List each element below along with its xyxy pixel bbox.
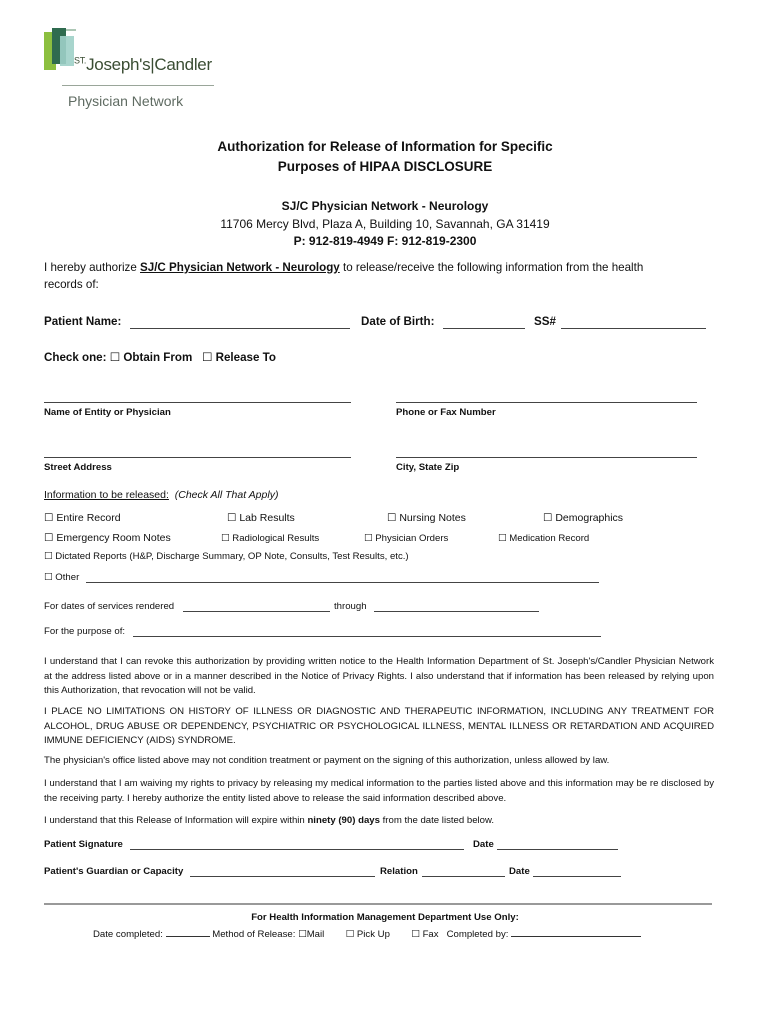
authorize-line1: I hereby authorize SJ/C Physician Network - Neurology to release/receive the following information from the health	[44, 261, 644, 274]
logo-subtitle: Physician Network	[68, 93, 184, 109]
services-from-field[interactable]	[183, 611, 330, 612]
check-one-row: Check one: ☐ Obtain From ☐ Release To	[44, 351, 276, 364]
form-title-line2: Purposes of HIPAA DISCLOSURE	[277, 159, 493, 174]
waiver-paragraph: I understand that I am waiving my rights to privacy by releasing my medical information to the parties listed above and this information may be re disclosed by the receiving party. I hereby authorize the entity listed above to release the said information described above.	[44, 778, 714, 804]
checkbox-entire-record[interactable]: ☐ Entire Record	[44, 512, 121, 524]
no-limitations-paragraph: I PLACE NO LIMITATIONS ON HISTORY OF ILLNESS OR DIAGNOSTIC AND THERAPEUTIC INFORMATION, INCLUDING ANY TREATMENT FOR ALCOHOL, DRUG ABUSE OR DEPENDENCY, PSYCHIATRIC OR PSYCHOLOGICAL ILLNESS, MENTAL ILLNESS OR RETARDATION AND ACQUIRED IMMUNE DEFICIENCY (AIDS) SYNDROME.	[44, 706, 714, 746]
section-divider	[44, 903, 712, 905]
form-title-line1: Authorization for Release of Information for Specific	[217, 139, 553, 154]
checkbox-nursing-notes[interactable]: ☐ Nursing Notes	[387, 512, 466, 524]
checkbox-lab-results[interactable]: ☐ Lab Results	[227, 512, 295, 524]
release-to-checkbox[interactable]: ☐	[201, 351, 213, 364]
checkbox-radiological-results[interactable]: ☐ Radiological Results	[221, 533, 320, 544]
checkbox-physician-orders[interactable]: ☐ Physician Orders	[364, 533, 449, 544]
checkbox-dictated-reports[interactable]: ☐ Dictated Reports (H&P, Discharge Summary, OP Note, Consults, Test Results, etc.)	[44, 551, 409, 562]
org-phone: P: 912-819-4949 F: 912-819-2300	[293, 234, 477, 248]
pickup-checkbox[interactable]: ☐	[345, 929, 355, 940]
city-state-zip-field[interactable]	[396, 457, 697, 458]
through-label: through	[334, 601, 367, 612]
services-through-field[interactable]	[374, 611, 539, 612]
logo-wordmark: $^{ST.}$Joseph's|Candler	[74, 55, 212, 74]
signature-date-label: Date	[473, 839, 494, 850]
other-field[interactable]	[86, 582, 599, 583]
patient-signature-label: Patient Signature	[44, 839, 123, 850]
entity-name-field[interactable]	[44, 402, 351, 403]
date-completed-field[interactable]	[166, 926, 210, 937]
logo-mark	[42, 26, 78, 72]
office-use-row: Date completed: Method of Release: ☐Mail ☐ Pick Up ☐ Fax Completed by:	[93, 926, 641, 940]
guardian-field[interactable]	[190, 876, 375, 877]
patient-name-label: Patient Name:	[44, 315, 122, 328]
mail-checkbox[interactable]: ☐	[298, 929, 307, 940]
info-heading: Information to be released: (Check All That Apply)	[44, 489, 279, 501]
guardian-date-label: Date	[509, 866, 530, 877]
authorize-line2: records of:	[44, 278, 99, 291]
checkbox-other[interactable]: ☐ Other	[44, 572, 80, 583]
dob-label: Date of Birth:	[361, 315, 435, 328]
obtain-from-label: Obtain From	[123, 351, 193, 364]
street-address-field[interactable]	[44, 457, 351, 458]
checkbox-medication-record[interactable]: ☐ Medication Record	[498, 533, 590, 544]
expiry-paragraph: I understand that this Release of Information will expire within ninety (90) days from the date listed below.	[44, 815, 495, 826]
patient-signature-field[interactable]	[130, 849, 464, 850]
guardian-label: Patient's Guardian or Capacity	[44, 866, 184, 877]
guardian-date-field[interactable]	[533, 876, 621, 877]
services-label: For dates of services rendered	[44, 601, 175, 612]
patient-name-field[interactable]	[130, 328, 350, 329]
street-address-label: Street Address	[44, 462, 112, 473]
relation-label: Relation	[380, 866, 418, 877]
fax-checkbox[interactable]: ☐	[411, 929, 420, 940]
relation-field[interactable]	[422, 876, 505, 877]
phone-fax-label: Phone or Fax Number	[396, 407, 496, 418]
office-use-heading: For Health Information Management Department Use Only:	[251, 912, 519, 923]
city-state-zip-label: City, State Zip	[396, 462, 460, 473]
condition-paragraph: The physician's office listed above may not condition treatment or payment on the signing of this authorization, unless allowed by law.	[44, 755, 610, 766]
org-name: SJ/C Physician Network - Neurology	[281, 199, 489, 213]
revoke-paragraph: I understand that I can revoke this authorization by providing written notice to the Health Information Department of St. Joseph's/Candler Physician Network at the address listed above or in a manner described in the Notice of Privacy Rights. I also understand that if information has been released by relying upon this Authorization, that revocation will not be valid.	[44, 656, 714, 696]
completed-by-field[interactable]	[511, 926, 641, 937]
ss-field[interactable]	[561, 328, 706, 329]
release-to-label: Release To	[215, 351, 276, 364]
ss-label: SS#	[534, 315, 556, 328]
logo-divider	[62, 85, 214, 86]
purpose-label: For the purpose of:	[44, 626, 126, 637]
purpose-field[interactable]	[133, 636, 601, 637]
checkbox-demographics[interactable]: ☐ Demographics	[543, 512, 624, 524]
checkbox-er-notes[interactable]: ☐ Emergency Room Notes	[44, 532, 171, 544]
signature-date-field[interactable]	[497, 849, 618, 850]
authorized-entity: SJ/C Physician Network - Neurology	[140, 261, 340, 274]
obtain-from-checkbox[interactable]: ☐	[109, 351, 121, 364]
entity-name-label: Name of Entity or Physician	[44, 407, 171, 418]
dob-field[interactable]	[443, 328, 525, 329]
org-address: 11706 Mercy Blvd, Plaza A, Building 10, Savannah, GA 31419	[220, 217, 550, 231]
phone-fax-field[interactable]	[396, 402, 697, 403]
